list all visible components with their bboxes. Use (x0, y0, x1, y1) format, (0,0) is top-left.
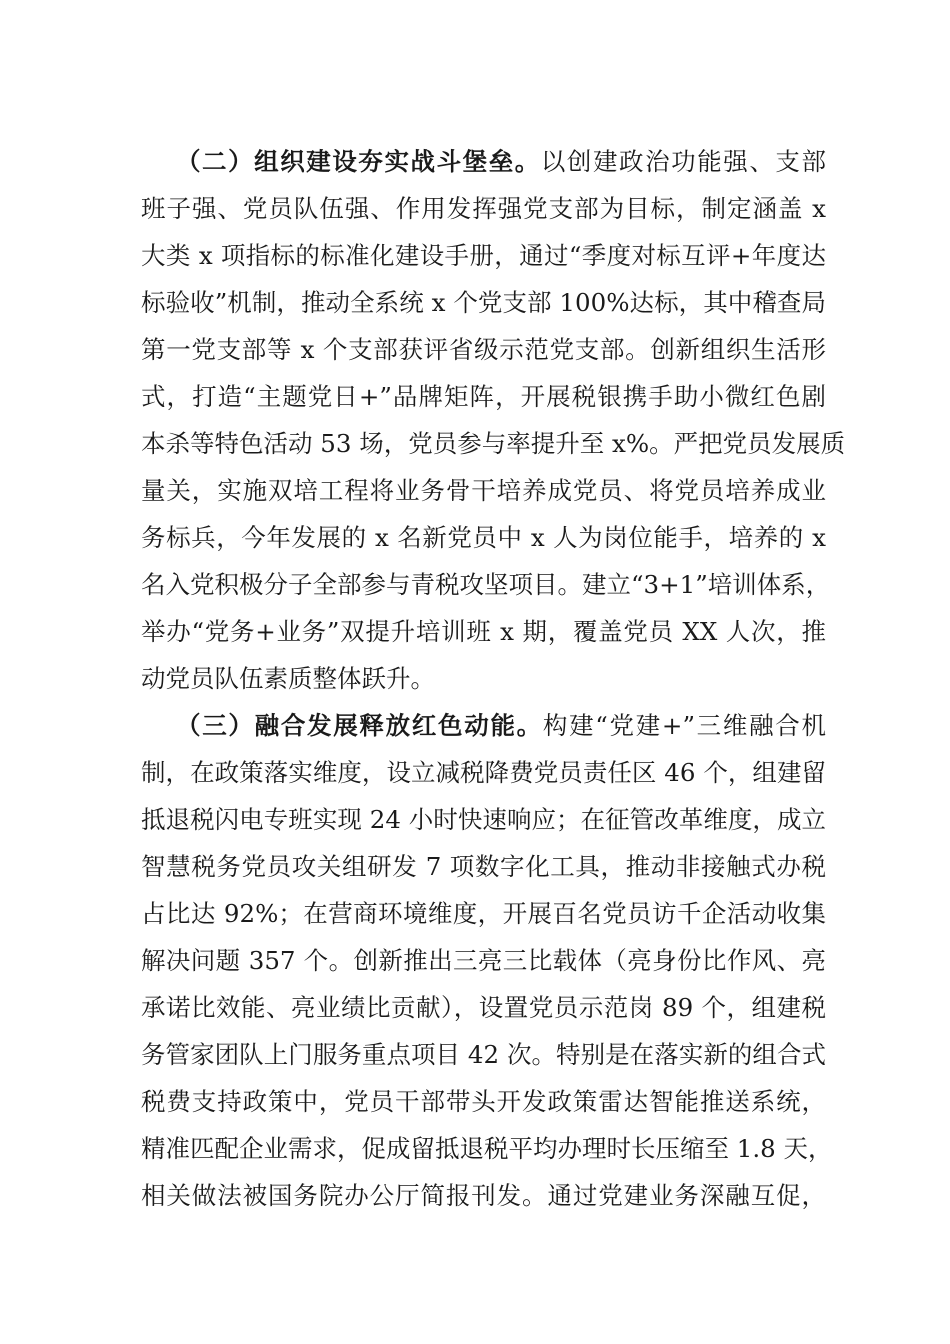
section3-line-2: 制，在政策落实维度，设立减税降费党员责任区 46 个，组建留 (141, 758, 826, 787)
section2-line-4: 标验收”机制，推动全系统 x 个党支部 100%达标，其中稽查局 (141, 288, 826, 317)
section3-line-9: 税费支持政策中，党员干部带头开发政策雷达智能推送系统， (141, 1087, 826, 1116)
section2-heading: （二）组织建设夯实战斗堡垒。 (176, 147, 541, 176)
section2-line-6: 式，打造“主题党日+”品牌矩阵，开展税银携手助小微红色剧 (141, 382, 826, 411)
section2-line-7: 本杀等特色活动 53 场，党员参与率提升至 x%。严把党员发展质 (141, 429, 846, 458)
section2-line-5: 第一党支部等 x 个支部获评省级示范党支部。创新组织生活形 (141, 335, 826, 364)
section3-text: 构建“党建+”三维融合机 (542, 711, 827, 740)
section2-line-2: 班子强、党员队伍强、作用发挥强党支部为目标，制定涵盖 x (141, 194, 826, 223)
section2-line-10: 名入党积极分子全部参与青税攻坚项目。建立“3+1”培训体系， (141, 570, 831, 599)
section3-line-10: 精准匹配企业需求，促成留抵退税平均办理时长压缩至 1.8 天， (141, 1134, 833, 1163)
section3-line-7: 承诺比效能、亮业绩比贡献），设置党员示范岗 89 个，组建税 (141, 993, 826, 1022)
section2-line-12: 动党员队伍素质整体跃升。 (141, 664, 435, 693)
section2-line-8: 量关，实施双培工程将业务骨干培养成党员、将党员培养成业 (141, 476, 826, 505)
section3-line-11: 相关做法被国务院办公厅简报刊发。通过党建业务深融互促， (141, 1181, 826, 1210)
section2-line-9: 务标兵，今年发展的 x 名新党员中 x 人为岗位能手，培养的 x (141, 523, 826, 552)
section2-line-1 (176, 146, 826, 178)
section3-heading: （三）融合发展释放红色动能。 (176, 711, 543, 740)
section3-line-5: 占比达 92%；在营商环境维度，开展百名党员访千企活动收集 (141, 899, 826, 928)
section2-line-3: 大类 x 项指标的标准化建设手册，通过“季度对标互评+年度达 (141, 241, 826, 270)
section3-line-8: 务管家团队上门服务重点项目 42 次。特别是在落实新的组合式 (141, 1040, 826, 1069)
section2-text: 以创建政治功能强、支部 (540, 147, 826, 176)
section3-line-3: 抵退税闪电专班实现 24 小时快速响应；在征管改革维度，成立 (141, 805, 826, 834)
section3-line-6: 解决问题 357 个。创新推出三亮三比载体（亮身份比作风、亮 (141, 946, 826, 975)
section3-line-1 (176, 710, 826, 742)
section2-line-11: 举办“党务+业务”双提升培训班 x 期，覆盖党员 XX 人次，推 (141, 617, 826, 646)
section3-line-4: 智慧税务党员攻关组研发 7 项数字化工具，推动非接触式办税 (141, 852, 826, 881)
